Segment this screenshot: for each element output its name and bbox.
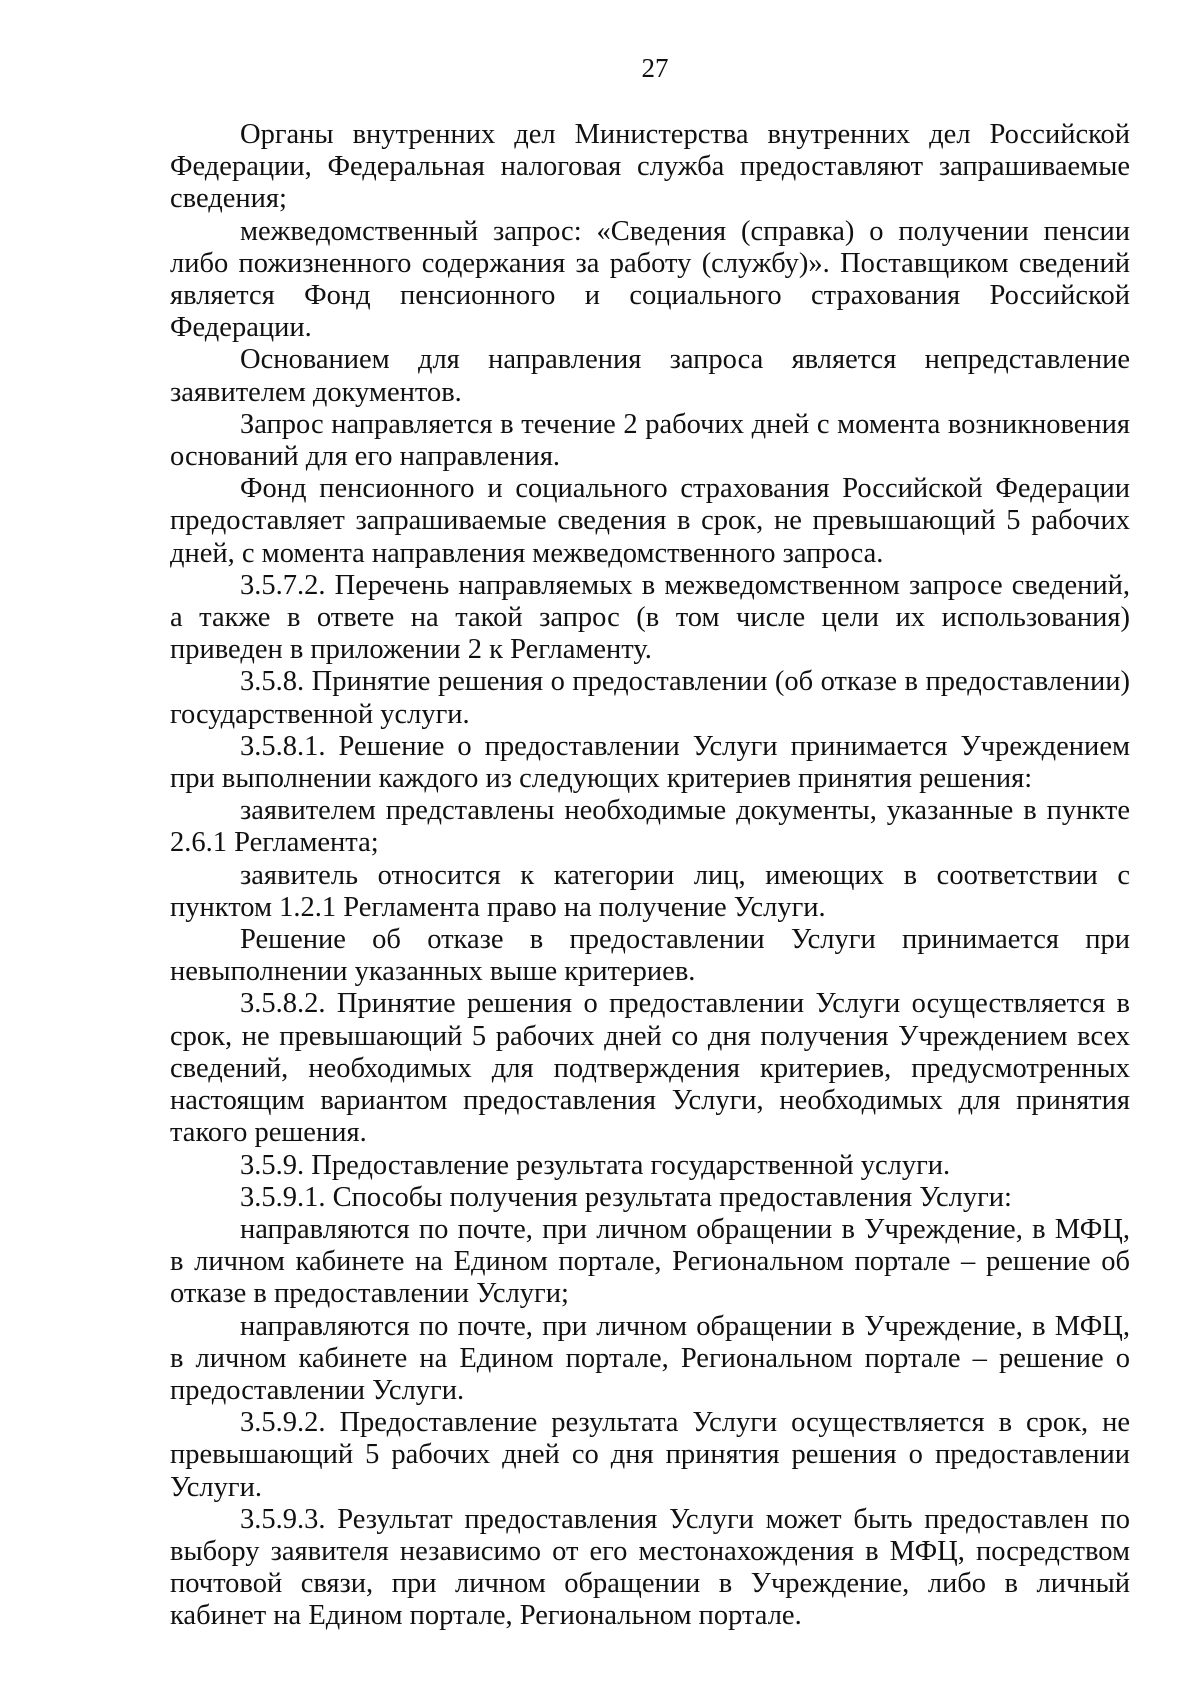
paragraph-7: 3.5.8. Принятие решения о предоставлении (об отказе в предоставлении) государственной услуги. [170,666,1130,730]
paragraph-11: Решение об отказе в предоставлении Услуги принимается при невыполнении указанных выше критериев. [170,924,1130,988]
paragraph-12: 3.5.8.2. Принятие решения о предоставлении Услуги осуществляется в срок, не превышающий 5 рабочих дней со дня получения Учреждением всех сведений, необходимых для подтверждения критериев, предусмотренных настоящим вариантом предоставления Услуги, необходимых для принятия такого решения. [170,988,1130,1149]
paragraph-9: заявителем представлены необходимые документы, указанные в пункте 2.6.1 Регламента; [170,795,1130,859]
paragraph-8: 3.5.8.1. Решение о предоставлении Услуги принимается Учреждением при выполнении каждого из следующих критериев принятия решения: [170,730,1130,795]
paragraph-1: Органы внутренних дел Министерства внутренних дел Российской Федерации, Федеральная налоговая служба предоставляют запрашиваемые сведения; [170,119,1130,215]
paragraph-14: 3.5.9.1. Способы получения результата предоставления Услуги: [240,1181,1012,1213]
paragraph-17: 3.5.9.2. Предоставление результата Услуги осуществляется в срок, не превышающий 5 рабочих дней со дня принятия решения о предоставлении Услуги. [170,1407,1130,1503]
paragraph-4: Запрос направляется в течение 2 рабочих дней с момента возникновения оснований для его направления. [170,408,1130,473]
page-number: 27 [641,53,669,83]
paragraph-18: 3.5.9.3. Результат предоставления Услуги может быть предоставлен по выбору заявителя независимо от его местонахождения в МФЦ, посредством почтовой связи, при личном обращении в Учреждение, либо в личный кабинет на Едином портале, Региональном портале. [170,1503,1130,1632]
paragraph-3: Основанием для направления запроса является непредставление заявителем документов. [170,344,1130,408]
paragraph-13: 3.5.9. Предоставление результата государственной услуги. [240,1149,951,1181]
paragraph-16: направляются по почте, при личном обращении в Учреждение, в МФЦ, в личном кабинете на Едином портале, Региональном портале – решение о предоставлении Услуги. [170,1310,1130,1406]
paragraph-6: 3.5.7.2. Перечень направляемых в межведомственном запросе сведений, а также в ответе на такой запрос (в том числе цели их использования) приведен в приложении 2 к Регламенту. [170,569,1130,666]
paragraph-2: межведомственный запрос: «Сведения (справка) о получении пенсии либо пожизненного содержания за работу (службу)». Поставщиком сведений является Фонд пенсионного и социального страхования Российской Федерации. [170,215,1130,344]
paragraph-15: направляются по почте, при личном обращении в Учреждение, в МФЦ, в личном кабинете на Едином портале, Региональном портале – решение об отказе в предоставлении Услуги; [170,1213,1130,1310]
paragraph-5: Фонд пенсионного и социального страхования Российской Федерации предоставляет запрашиваемые сведения в срок, не превышающий 5 рабочих дней, с момента направления межведомственного запроса. [170,473,1130,569]
paragraph-10: заявитель относится к категории лиц, имеющих в соответствии с пунктом 1.2.1 Регламента право на получение Услуги. [170,859,1130,923]
document-body [170,119,1130,1633]
